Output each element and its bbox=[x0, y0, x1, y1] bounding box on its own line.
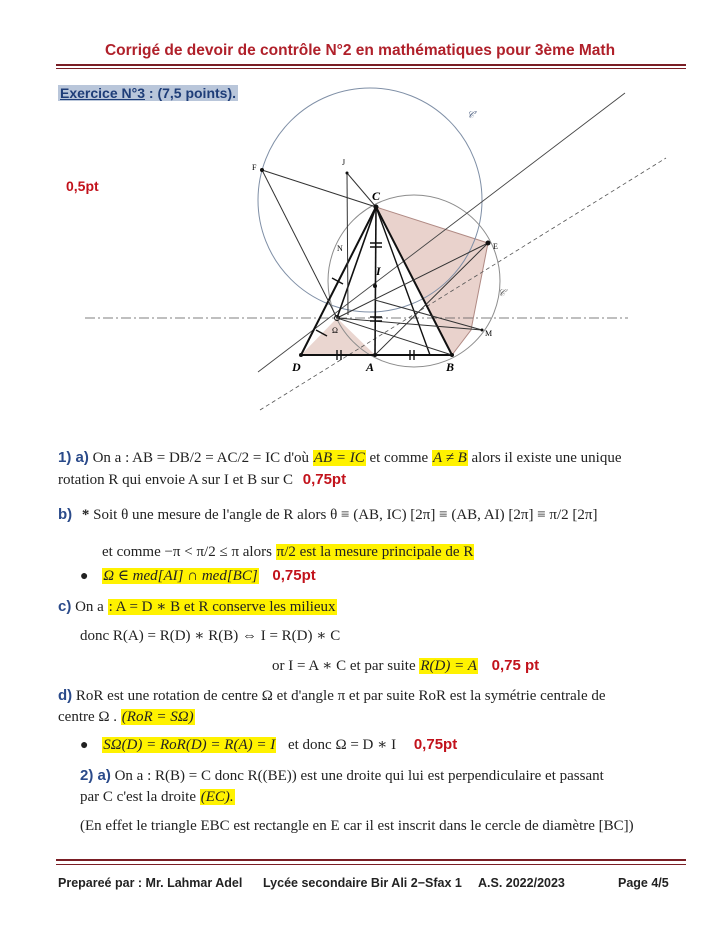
q2a-note: (En effet le triangle EBC est rectangle en E car il est inscrit dans le cercle de diamètre [BC]) bbox=[80, 818, 634, 834]
segment-f-omega bbox=[262, 170, 337, 318]
footer-rule-bottom bbox=[56, 864, 686, 865]
footer-year: A.S. 2022/2023 bbox=[478, 876, 565, 890]
label-c: C bbox=[372, 189, 381, 203]
label-f: F bbox=[252, 163, 257, 172]
q1c-highlight: : A = D ∗ B et R conserve les milieux bbox=[108, 599, 336, 615]
point-d bbox=[299, 353, 303, 357]
footer-school: Lycée secondaire Bir Ali 2−Sfax 1 bbox=[263, 876, 462, 890]
label-omega: Ω bbox=[332, 326, 338, 335]
point-i bbox=[373, 284, 377, 288]
q2a-line1 bbox=[80, 766, 604, 786]
q1b-number: b) bbox=[58, 506, 73, 523]
bullet-icon: ● bbox=[80, 738, 89, 753]
label-b: B bbox=[446, 360, 455, 374]
label-e: E bbox=[493, 242, 498, 251]
point-c bbox=[374, 205, 379, 210]
q1b-line2 bbox=[102, 542, 474, 562]
label-i: I bbox=[376, 264, 381, 278]
q1c-line3-text: or I = A ∗ C et par suite bbox=[272, 658, 416, 674]
q1a-line1 bbox=[58, 448, 621, 468]
q1a-points: 0,75pt bbox=[302, 471, 347, 488]
q1d-text: RoR est une rotation de centre Ω et d'angle π et par suite RoR est la symétrie centrale de bbox=[75, 688, 606, 704]
footer-page: Page 4/5 bbox=[618, 876, 669, 890]
label-circle-c: 𝒞 bbox=[498, 288, 506, 299]
label-m: M bbox=[485, 329, 493, 338]
q1d-bullet bbox=[80, 735, 457, 756]
q1a-text2: et comme bbox=[369, 450, 429, 466]
q1d-line1 bbox=[58, 686, 606, 706]
q1a-highlight2: A ≠ B bbox=[432, 450, 467, 466]
q1a-highlight1: AB = IC bbox=[313, 450, 365, 466]
q1b-bullet-points: 0,75pt bbox=[272, 567, 316, 584]
q1c-line2: donc R(A) = R(D) ∗ R(B) ⇔ I = R(D) ∗ C bbox=[80, 628, 341, 644]
q1a-text1: On a : AB = DB/2 = AC/2 = IC d'où bbox=[92, 450, 310, 466]
q2a-line2-highlight: (EC). bbox=[200, 789, 234, 805]
q1b-text: Soit θ une mesure de l'angle de R alors θ ≡ (AB, IC) [2π] ≡ (AB, AI) [2π] ≡ π/2 [2π] bbox=[93, 507, 598, 523]
label-circle-c-prime: 𝒞' bbox=[467, 110, 477, 121]
exercise-label: Exercice N°3 bbox=[60, 85, 145, 101]
geometry-figure bbox=[0, 0, 720, 440]
q1b-star: * bbox=[81, 507, 90, 523]
q1c-line3-points: 0,75 pt bbox=[491, 657, 540, 674]
shaded-quad bbox=[376, 207, 488, 355]
segment-j-down bbox=[347, 173, 348, 315]
q1c-text: On a bbox=[75, 599, 104, 615]
bullet-icon: ● bbox=[80, 569, 89, 584]
point-m bbox=[481, 329, 484, 332]
q1b-bullet bbox=[80, 566, 316, 587]
q1d-bullet-points: 0,75pt bbox=[413, 736, 458, 753]
q1a-text3: alors il existe une unique bbox=[471, 450, 622, 466]
q1a-line2-text: rotation R qui envoie A sur I et B sur C bbox=[58, 472, 293, 488]
q1d-line2-highlight: (RoR = SΩ) bbox=[121, 709, 194, 725]
q2a-number: 2) a) bbox=[80, 767, 111, 784]
q1c-line3 bbox=[272, 656, 539, 676]
label-n: N bbox=[337, 244, 343, 253]
q1d-number: d) bbox=[58, 687, 73, 704]
q1c-line3-highlight: R(D) = A bbox=[420, 658, 477, 674]
label-j: J bbox=[342, 158, 346, 167]
point-j bbox=[346, 172, 349, 175]
q1d-line2-text: centre Ω . bbox=[58, 709, 118, 725]
q1d-bullet-highlight: SΩ(D) = RoR(D) = R(A) = I bbox=[103, 737, 276, 753]
q1b-bullet-highlight: Ω ∈ med[AI] ∩ med[BC] bbox=[103, 568, 258, 584]
label-a: A bbox=[366, 360, 375, 374]
q2a-text: On a : R(B) = C donc R((BE)) est une droite qui lui est perpendiculaire et passant bbox=[114, 768, 604, 784]
dashed-line bbox=[260, 158, 666, 410]
q1d-line2 bbox=[58, 707, 195, 727]
q1b-line2-highlight: π/2 est la mesure principale de R bbox=[276, 544, 474, 560]
q1a-number: 1) a) bbox=[58, 449, 89, 466]
document-title: Corrigé de devoir de contrôle N°2 en mathématiques pour 3ème Math bbox=[104, 42, 616, 59]
segment-f-c bbox=[262, 170, 376, 207]
shaded-triangle bbox=[301, 318, 375, 355]
q2a-line2 bbox=[80, 787, 235, 807]
q1b-line2-text: et comme −π < π/2 ≤ π alors bbox=[102, 544, 272, 560]
point-e bbox=[486, 241, 491, 246]
footer-rule-top bbox=[56, 859, 686, 861]
exercise-points: : (7,5 points). bbox=[148, 85, 237, 101]
footer-author: Prepareé par : Mr. Lahmar Adel bbox=[58, 876, 243, 890]
point-b bbox=[450, 353, 454, 357]
figure-points-note: 0,5pt bbox=[66, 178, 99, 194]
q1a-line2 bbox=[58, 470, 346, 490]
point-a bbox=[373, 353, 377, 357]
segment-ca bbox=[375, 207, 376, 355]
q1c-line1 bbox=[58, 597, 337, 617]
label-d: D bbox=[292, 360, 301, 374]
q1b-line1 bbox=[58, 505, 598, 525]
point-f bbox=[260, 168, 264, 172]
q2a-line2-text: par C c'est la droite bbox=[80, 789, 196, 805]
q1d-bullet-text: et donc Ω = D ∗ I bbox=[287, 737, 397, 753]
q1c-number: c) bbox=[58, 598, 72, 615]
